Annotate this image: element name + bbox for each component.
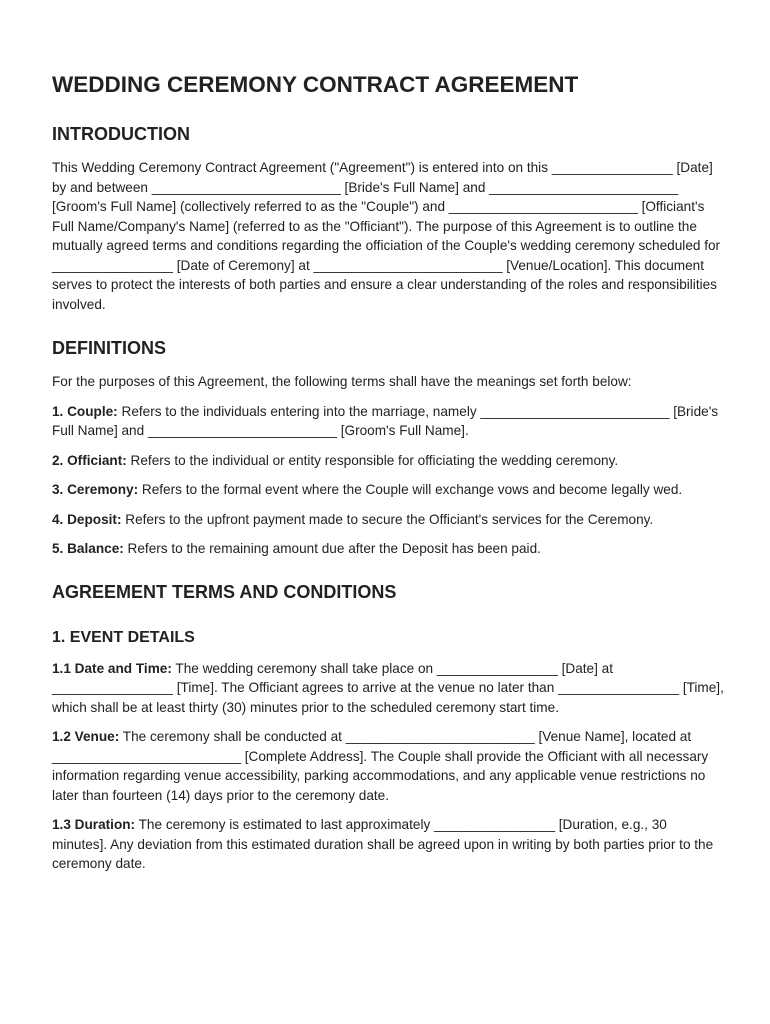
clause-item [52,659,724,718]
clause-term: 1.1 Date and Time: [52,660,172,676]
definition-term: 3. Ceremony: [52,482,139,497]
definition-item [52,510,724,530]
clause-item [52,815,724,874]
clause-text: The wedding ceremony shall take place on ________________ [Date] at ________________ [Time]. The Officiant agrees to arrive at the venue no later than ________________ [Time], which shall be at least thirty (30) minutes prior to the scheduled ceremony start time. [52,660,724,715]
clause-term: 1.2 Venue: [52,729,120,744]
clause-text: The ceremony is estimated to last approximately ________________ [Duration, e.g., 30 minutes]. Any deviation from this estimated duration shall be agreed upon in writing by both parties prior to the ceremony date. [52,817,714,871]
definition-item [52,539,724,559]
definition-text: Refers to the formal event where the Couple will exchange vows and become legally wed. [138,482,683,497]
definition-item [52,480,724,500]
definition-term: 1. Couple: [52,403,118,419]
definitions-lead: For the purposes of this Agreement, the following terms shall have the meanings set forth below: [52,374,632,389]
definition-item [52,451,724,471]
clause-term: 1.3 Duration: [52,817,136,832]
clause-item [52,727,724,805]
introduction-paragraph: This Wedding Ceremony Contract Agreement ("Agreement") is entered into on this ________________ [Date] by and between _________________________ [Bride's Full Name] and _________________________ [Groom's Full Name] (collectively referred to as the "Couple") and _________________________ [Officiant's Full Name/Company's Name] (referred to as the "Officiant"). The purpose of this Agreement is to outline the mutually agreed terms and conditions regarding the officiation of the Couple's wedding ceremony scheduled for ________________ [Date of Ceremony] at _________________________ [Venue/Location]. This document serves to protect the interests of both parties and ensure a clear understanding of the roles and responsibilities involved. [52,160,721,312]
definition-item [52,402,724,441]
definition-text: Refers to the remaining amount due after the Deposit has been paid. [123,541,541,556]
document-page [52,70,724,874]
document-title: WEDDING CEREMONY CONTRACT AGREEMENT [52,72,579,97]
clause-text: The ceremony shall be conducted at _________________________ [Venue Name], located at _________________________ [Complete Address]. The Couple shall provide the Officiant with all necessary information regarding venue accessibility, parking accommodations, and any applicable venue restrictions no later than fourteen (14) days prior to the ceremony date. [52,729,709,803]
terms-heading: AGREEMENT TERMS AND CONDITIONS [52,581,397,602]
definition-text: Refers to the upfront payment made to secure the Officiant's services for the Ceremony. [121,511,654,527]
definition-term: 2. Officiant: [52,452,127,468]
definition-text: Refers to the individual or entity responsible for officiating the wedding ceremony. [126,452,619,468]
definition-term: 5. Balance: [52,541,124,556]
event-details-heading: 1. EVENT DETAILS [52,628,195,646]
definition-term: 4. Deposit: [52,511,122,527]
definition-text: Refers to the individuals entering into the marriage, namely _________________________ [Bride's Full Name] and _________________________ [Groom's Full Name]. [52,403,719,438]
introduction-heading: INTRODUCTION [52,124,190,144]
definitions-heading: DEFINITIONS [52,338,167,358]
